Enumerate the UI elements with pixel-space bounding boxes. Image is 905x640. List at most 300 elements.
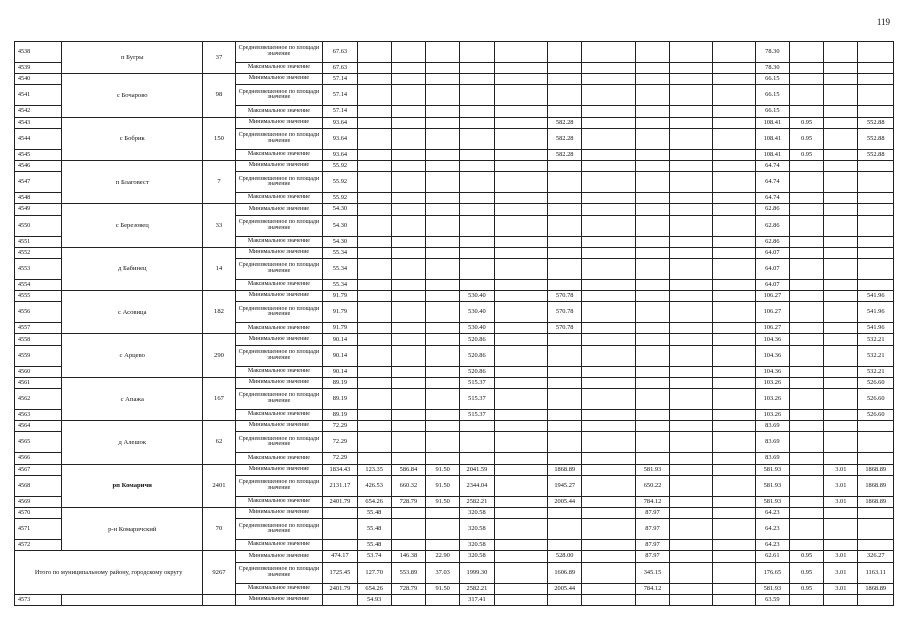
value-cell: 2131.17 bbox=[323, 475, 357, 496]
value-cell bbox=[582, 366, 636, 377]
value-cell bbox=[712, 562, 755, 583]
value-cell bbox=[858, 74, 894, 85]
value-cell bbox=[670, 85, 713, 106]
value-cell: 123.35 bbox=[357, 464, 391, 475]
value-cell bbox=[858, 63, 894, 74]
value-cell bbox=[670, 366, 713, 377]
data-table bbox=[14, 41, 894, 606]
value-cell bbox=[789, 160, 823, 171]
value-cell bbox=[582, 258, 636, 279]
value-cell: 532.21 bbox=[858, 345, 894, 366]
value-cell bbox=[635, 85, 669, 106]
table-row bbox=[15, 421, 894, 432]
settlement-name: с Бочарово bbox=[62, 74, 203, 117]
value-cell bbox=[426, 323, 460, 334]
value-cell bbox=[582, 215, 636, 236]
value-cell bbox=[391, 291, 425, 302]
value-cell bbox=[635, 389, 669, 410]
value-type-label: Минимальное значение bbox=[235, 421, 323, 432]
value-cell bbox=[670, 453, 713, 464]
value-cell bbox=[824, 507, 858, 518]
row-id: 4565 bbox=[15, 432, 62, 453]
value-cell bbox=[858, 258, 894, 279]
value-cell bbox=[357, 149, 391, 160]
value-cell bbox=[582, 160, 636, 171]
value-cell bbox=[460, 117, 494, 128]
value-cell bbox=[460, 204, 494, 215]
value-cell bbox=[548, 421, 582, 432]
value-cell bbox=[635, 215, 669, 236]
value-cell bbox=[357, 106, 391, 117]
value-cell: 320.58 bbox=[460, 507, 494, 518]
value-cell bbox=[391, 594, 425, 605]
value-cell bbox=[789, 74, 823, 85]
value-cell bbox=[789, 193, 823, 204]
value-cell bbox=[357, 279, 391, 290]
value-cell bbox=[824, 377, 858, 388]
value-cell bbox=[582, 475, 636, 496]
value-cell: 586.84 bbox=[391, 464, 425, 475]
value-cell: 317.41 bbox=[460, 594, 494, 605]
value-cell bbox=[670, 519, 713, 540]
value-cell: 103.26 bbox=[755, 389, 789, 410]
value-cell: 55.92 bbox=[323, 193, 357, 204]
value-cell: 90.14 bbox=[323, 366, 357, 377]
value-cell bbox=[548, 258, 582, 279]
value-cell bbox=[426, 432, 460, 453]
value-cell bbox=[391, 204, 425, 215]
value-cell: 582.28 bbox=[548, 149, 582, 160]
value-cell bbox=[582, 562, 636, 583]
value-cell bbox=[789, 519, 823, 540]
value-cell bbox=[494, 475, 548, 496]
value-cell bbox=[357, 42, 391, 63]
value-cell: 37.03 bbox=[426, 562, 460, 583]
value-cell: 784.12 bbox=[635, 583, 669, 594]
table-row bbox=[15, 334, 894, 345]
value-cell bbox=[670, 247, 713, 258]
value-cell: 22.90 bbox=[426, 551, 460, 562]
value-cell bbox=[824, 193, 858, 204]
value-cell: 66.15 bbox=[755, 85, 789, 106]
value-cell: 72.29 bbox=[323, 432, 357, 453]
value-type-label: Максимальное значение bbox=[235, 106, 323, 117]
value-cell bbox=[582, 540, 636, 551]
value-cell bbox=[858, 160, 894, 171]
value-cell bbox=[635, 291, 669, 302]
row-id: 4538 bbox=[15, 42, 62, 63]
value-cell bbox=[635, 345, 669, 366]
value-cell: 87.97 bbox=[635, 519, 669, 540]
value-cell bbox=[789, 106, 823, 117]
value-cell bbox=[858, 247, 894, 258]
value-cell bbox=[494, 453, 548, 464]
value-cell bbox=[670, 345, 713, 366]
value-cell bbox=[494, 149, 548, 160]
value-cell bbox=[582, 496, 636, 507]
value-cell bbox=[494, 496, 548, 507]
value-cell bbox=[323, 594, 357, 605]
row-id: 4552 bbox=[15, 247, 62, 258]
value-cell bbox=[391, 540, 425, 551]
value-cell bbox=[789, 389, 823, 410]
value-cell bbox=[582, 172, 636, 193]
value-cell: 64.74 bbox=[755, 193, 789, 204]
population-cell: 182 bbox=[203, 291, 235, 334]
value-cell bbox=[789, 366, 823, 377]
value-cell bbox=[712, 160, 755, 171]
value-cell bbox=[494, 377, 548, 388]
value-cell bbox=[548, 432, 582, 453]
value-cell bbox=[670, 258, 713, 279]
value-cell: 62.86 bbox=[755, 204, 789, 215]
value-cell: 1945.27 bbox=[548, 475, 582, 496]
value-cell bbox=[635, 106, 669, 117]
value-type-label: Средневзвешенное по площади значение bbox=[235, 345, 323, 366]
value-cell bbox=[582, 247, 636, 258]
value-cell: 515.37 bbox=[460, 410, 494, 421]
table-row bbox=[15, 464, 894, 475]
value-cell: 581.93 bbox=[755, 583, 789, 594]
value-cell bbox=[670, 193, 713, 204]
value-cell bbox=[357, 345, 391, 366]
row-id: 4556 bbox=[15, 302, 62, 323]
value-cell: 57.14 bbox=[323, 85, 357, 106]
population-cell: 37 bbox=[203, 42, 235, 74]
value-cell bbox=[582, 291, 636, 302]
value-cell bbox=[824, 42, 858, 63]
value-cell bbox=[391, 389, 425, 410]
value-cell bbox=[460, 193, 494, 204]
value-cell bbox=[426, 42, 460, 63]
value-cell: 3.01 bbox=[824, 475, 858, 496]
table-row bbox=[15, 204, 894, 215]
row-id: 4561 bbox=[15, 377, 62, 388]
value-cell bbox=[391, 334, 425, 345]
value-cell bbox=[426, 172, 460, 193]
value-cell: 570.78 bbox=[548, 291, 582, 302]
value-cell bbox=[789, 594, 823, 605]
value-cell: 63.59 bbox=[755, 594, 789, 605]
value-cell bbox=[426, 204, 460, 215]
value-cell: 3.01 bbox=[824, 583, 858, 594]
value-cell: 728.79 bbox=[391, 583, 425, 594]
value-cell: 2005.44 bbox=[548, 496, 582, 507]
value-cell bbox=[712, 475, 755, 496]
value-cell: 55.92 bbox=[323, 160, 357, 171]
value-cell bbox=[635, 172, 669, 193]
value-type-label: Средневзвешенное по площади значение bbox=[235, 172, 323, 193]
value-cell bbox=[858, 215, 894, 236]
value-cell bbox=[712, 519, 755, 540]
row-id: 4555 bbox=[15, 291, 62, 302]
value-cell bbox=[391, 42, 425, 63]
value-cell bbox=[357, 215, 391, 236]
row-id: 4542 bbox=[15, 106, 62, 117]
value-type-label: Средневзвешенное по площади значение bbox=[235, 562, 323, 583]
value-cell bbox=[494, 345, 548, 366]
value-cell: 66.15 bbox=[755, 74, 789, 85]
value-cell bbox=[357, 377, 391, 388]
value-cell bbox=[635, 149, 669, 160]
value-cell bbox=[494, 540, 548, 551]
value-cell bbox=[494, 236, 548, 247]
value-cell: 64.74 bbox=[755, 172, 789, 193]
value-cell bbox=[460, 279, 494, 290]
row-id: 4569 bbox=[15, 496, 62, 507]
value-cell: 532.21 bbox=[858, 334, 894, 345]
value-cell bbox=[858, 172, 894, 193]
value-cell bbox=[635, 258, 669, 279]
value-cell bbox=[426, 594, 460, 605]
value-cell bbox=[712, 551, 755, 562]
table-row bbox=[15, 594, 894, 605]
value-cell bbox=[670, 42, 713, 63]
value-cell bbox=[494, 464, 548, 475]
settlement-name: п Бугры bbox=[62, 42, 203, 74]
value-cell bbox=[582, 432, 636, 453]
value-cell bbox=[789, 291, 823, 302]
value-cell bbox=[460, 215, 494, 236]
row-id: 4567 bbox=[15, 464, 62, 475]
value-cell: 326.27 bbox=[858, 551, 894, 562]
value-cell bbox=[494, 432, 548, 453]
value-cell bbox=[460, 74, 494, 85]
value-cell bbox=[426, 421, 460, 432]
value-cell bbox=[494, 117, 548, 128]
value-cell bbox=[670, 302, 713, 323]
row-id: 4554 bbox=[15, 279, 62, 290]
value-cell bbox=[323, 507, 357, 518]
value-cell: 67.63 bbox=[323, 63, 357, 74]
value-cell bbox=[670, 160, 713, 171]
value-cell bbox=[635, 193, 669, 204]
value-cell bbox=[460, 149, 494, 160]
value-cell: 106.27 bbox=[755, 302, 789, 323]
value-cell bbox=[712, 117, 755, 128]
value-cell bbox=[460, 42, 494, 63]
value-cell bbox=[548, 172, 582, 193]
value-cell bbox=[548, 279, 582, 290]
population-cell: 33 bbox=[203, 204, 235, 247]
value-cell bbox=[460, 172, 494, 193]
value-cell bbox=[635, 410, 669, 421]
value-type-label: Минимальное значение bbox=[235, 507, 323, 518]
value-cell bbox=[824, 160, 858, 171]
value-cell bbox=[494, 562, 548, 583]
value-cell: 64.23 bbox=[755, 507, 789, 518]
value-cell: 146.38 bbox=[391, 551, 425, 562]
value-cell: 54.30 bbox=[323, 215, 357, 236]
value-cell bbox=[494, 279, 548, 290]
value-cell bbox=[824, 366, 858, 377]
value-cell: 0.95 bbox=[789, 583, 823, 594]
value-cell bbox=[391, 323, 425, 334]
value-cell bbox=[824, 519, 858, 540]
value-cell bbox=[357, 236, 391, 247]
table-body bbox=[15, 42, 894, 606]
value-cell: 426.53 bbox=[357, 475, 391, 496]
value-cell bbox=[635, 421, 669, 432]
row-id: 4564 bbox=[15, 421, 62, 432]
value-cell bbox=[712, 366, 755, 377]
row-id: 4545 bbox=[15, 149, 62, 160]
value-cell: 1868.89 bbox=[548, 464, 582, 475]
value-cell: 320.58 bbox=[460, 519, 494, 540]
value-type-label: Средневзвешенное по площади значение bbox=[235, 85, 323, 106]
value-cell: 54.93 bbox=[357, 594, 391, 605]
value-cell bbox=[582, 453, 636, 464]
value-cell bbox=[824, 106, 858, 117]
value-cell: 127.70 bbox=[357, 562, 391, 583]
value-cell bbox=[391, 507, 425, 518]
value-cell bbox=[824, 258, 858, 279]
value-cell bbox=[712, 540, 755, 551]
value-cell bbox=[494, 302, 548, 323]
value-cell bbox=[582, 594, 636, 605]
value-cell: 474.17 bbox=[323, 551, 357, 562]
value-cell: 78.30 bbox=[755, 42, 789, 63]
value-cell bbox=[494, 128, 548, 149]
value-cell: 93.64 bbox=[323, 149, 357, 160]
value-cell: 1163.11 bbox=[858, 562, 894, 583]
value-cell bbox=[357, 302, 391, 323]
value-cell bbox=[670, 562, 713, 583]
value-cell: 64.74 bbox=[755, 160, 789, 171]
value-type-label: Средневзвешенное по площади значение bbox=[235, 475, 323, 496]
value-cell bbox=[635, 236, 669, 247]
value-cell: 530.40 bbox=[460, 323, 494, 334]
value-cell bbox=[670, 475, 713, 496]
value-cell bbox=[391, 377, 425, 388]
value-cell bbox=[357, 410, 391, 421]
value-cell bbox=[357, 172, 391, 193]
value-cell: 90.14 bbox=[323, 345, 357, 366]
settlement-name: д Бабинец bbox=[62, 247, 203, 290]
value-cell: 54.30 bbox=[323, 204, 357, 215]
value-type-label: Минимальное значение bbox=[235, 117, 323, 128]
value-cell: 57.14 bbox=[323, 106, 357, 117]
value-cell: 2344.04 bbox=[460, 475, 494, 496]
population-cell: 14 bbox=[203, 247, 235, 290]
value-cell: 55.34 bbox=[323, 258, 357, 279]
value-cell bbox=[670, 421, 713, 432]
value-cell: 582.28 bbox=[548, 128, 582, 149]
value-cell bbox=[494, 551, 548, 562]
value-cell bbox=[494, 85, 548, 106]
value-cell bbox=[494, 334, 548, 345]
value-cell bbox=[670, 551, 713, 562]
row-id: 4559 bbox=[15, 345, 62, 366]
value-cell bbox=[357, 421, 391, 432]
value-cell bbox=[789, 323, 823, 334]
row-id: 4546 bbox=[15, 160, 62, 171]
value-cell: 520.86 bbox=[460, 334, 494, 345]
value-cell bbox=[494, 507, 548, 518]
value-cell bbox=[548, 215, 582, 236]
value-cell bbox=[712, 432, 755, 453]
value-cell bbox=[323, 519, 357, 540]
value-cell bbox=[494, 63, 548, 74]
row-id: 4563 bbox=[15, 410, 62, 421]
total-label: Итого по муниципальному району, городскому округу bbox=[15, 551, 203, 594]
value-cell: 541.96 bbox=[858, 323, 894, 334]
value-cell bbox=[712, 74, 755, 85]
value-cell bbox=[548, 204, 582, 215]
value-cell: 90.14 bbox=[323, 334, 357, 345]
population-cell: 290 bbox=[203, 334, 235, 377]
value-cell: 72.29 bbox=[323, 421, 357, 432]
value-cell: 55.34 bbox=[323, 279, 357, 290]
value-type-label: Минимальное значение bbox=[235, 160, 323, 171]
value-cell: 530.40 bbox=[460, 291, 494, 302]
value-cell bbox=[670, 204, 713, 215]
value-type-label: Средневзвешенное по площади значение bbox=[235, 258, 323, 279]
value-cell bbox=[712, 63, 755, 74]
value-cell: 532.21 bbox=[858, 366, 894, 377]
value-cell bbox=[858, 85, 894, 106]
value-cell: 106.27 bbox=[755, 323, 789, 334]
value-cell bbox=[426, 279, 460, 290]
value-cell bbox=[426, 540, 460, 551]
value-cell bbox=[582, 551, 636, 562]
value-cell: 64.23 bbox=[755, 540, 789, 551]
value-cell: 87.97 bbox=[635, 507, 669, 518]
value-cell bbox=[460, 247, 494, 258]
settlement-name: рп Комаричи bbox=[62, 464, 203, 507]
value-cell bbox=[548, 540, 582, 551]
value-type-label: Минимальное значение bbox=[235, 551, 323, 562]
value-cell bbox=[712, 507, 755, 518]
value-cell: 581.93 bbox=[755, 496, 789, 507]
value-cell: 57.14 bbox=[323, 74, 357, 85]
settlement-name: с Березовец bbox=[62, 204, 203, 247]
value-cell: 1834.43 bbox=[323, 464, 357, 475]
value-cell bbox=[824, 302, 858, 323]
value-cell bbox=[426, 85, 460, 106]
value-type-label: Минимальное значение bbox=[235, 594, 323, 605]
value-cell bbox=[426, 236, 460, 247]
population-cell: 150 bbox=[203, 117, 235, 160]
value-cell: 1725.45 bbox=[323, 562, 357, 583]
value-cell bbox=[670, 291, 713, 302]
value-type-label: Максимальное значение bbox=[235, 279, 323, 290]
value-cell: 2401.79 bbox=[323, 583, 357, 594]
value-cell bbox=[391, 247, 425, 258]
value-cell bbox=[426, 291, 460, 302]
value-cell: 62.86 bbox=[755, 236, 789, 247]
row-id: 4570 bbox=[15, 507, 62, 518]
value-cell: 91.50 bbox=[426, 496, 460, 507]
value-cell bbox=[712, 204, 755, 215]
value-cell bbox=[789, 475, 823, 496]
value-cell bbox=[858, 106, 894, 117]
row-id: 4572 bbox=[15, 540, 62, 551]
value-cell: 67.63 bbox=[323, 42, 357, 63]
value-cell bbox=[426, 117, 460, 128]
value-cell: 72.29 bbox=[323, 453, 357, 464]
value-cell bbox=[582, 583, 636, 594]
value-cell bbox=[494, 160, 548, 171]
value-cell: 53.74 bbox=[357, 551, 391, 562]
value-cell bbox=[391, 453, 425, 464]
value-cell: 91.79 bbox=[323, 323, 357, 334]
value-cell bbox=[357, 389, 391, 410]
value-cell: 552.88 bbox=[858, 149, 894, 160]
settlement-name: п Благовест bbox=[62, 160, 203, 203]
value-cell bbox=[635, 128, 669, 149]
value-cell bbox=[712, 215, 755, 236]
